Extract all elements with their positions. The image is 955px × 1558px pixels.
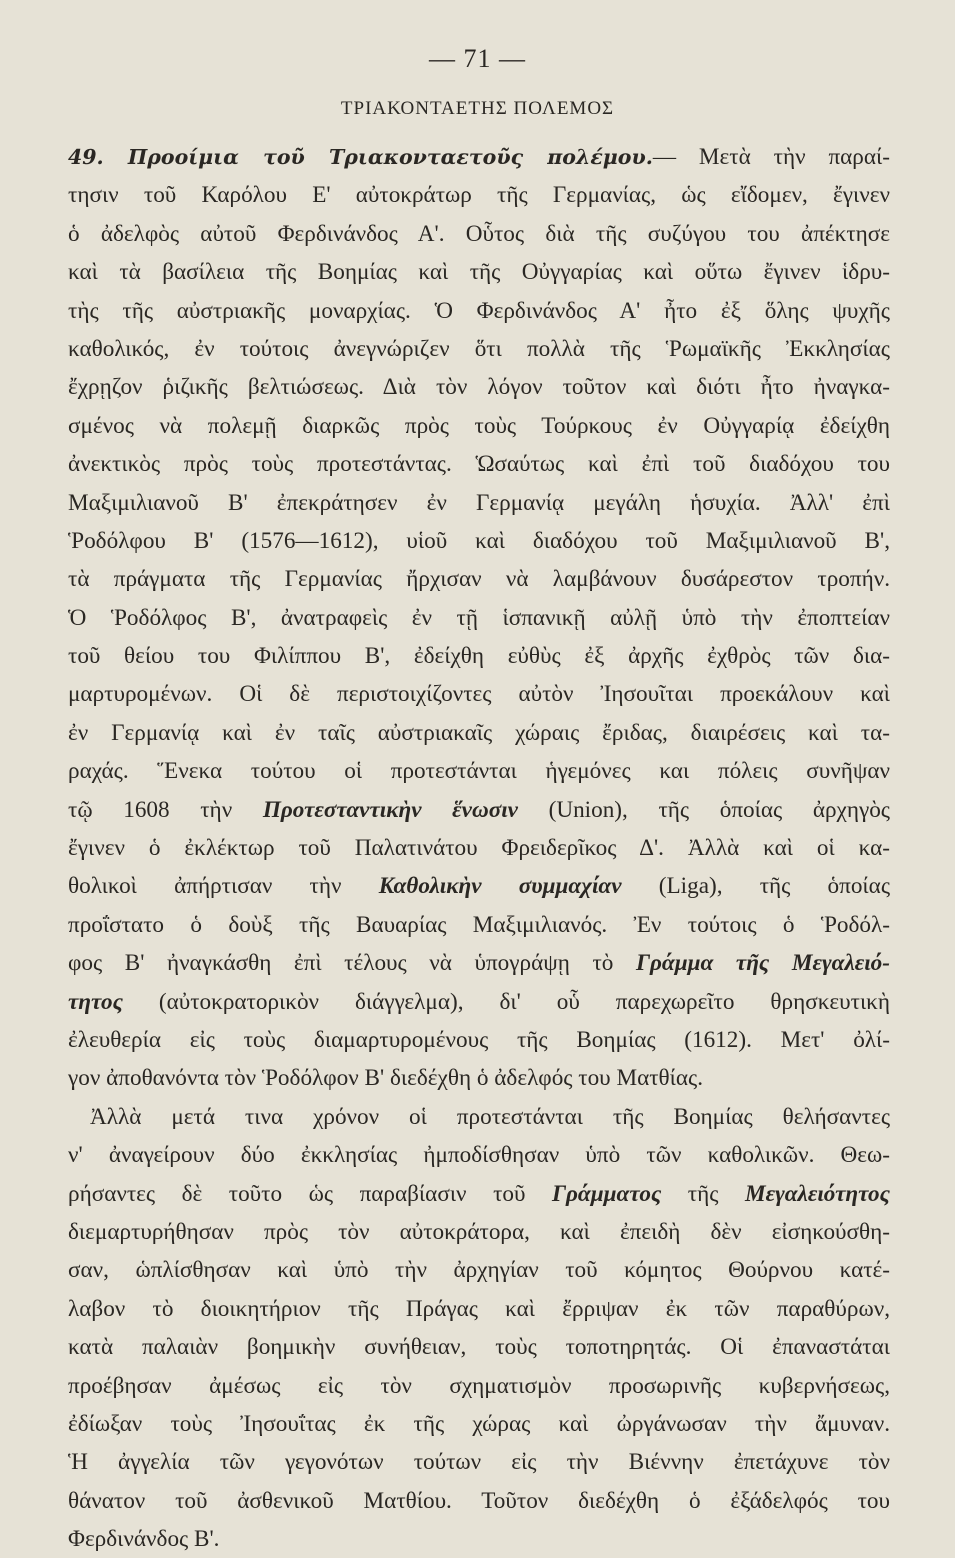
- text-line: [68, 253, 890, 291]
- text-line: [68, 829, 890, 867]
- text-run: (Liga), τῆς ὁποίας: [621, 873, 890, 900]
- text-run: καὶ τὰ βασίλεια τῆς Βοημίας καὶ τῆς Οὐγγαρίας καὶ οὕτω ἔγινεν ἱδρυ-: [68, 259, 890, 286]
- text-line: [68, 1482, 890, 1520]
- text-line: [68, 1059, 890, 1097]
- text-line: [68, 445, 890, 483]
- text-run: διεμαρτυρήθησαν πρὸς τὸν αὐτοκράτορα, καὶ ἐπειδὴ δὲν εἰσηκούσθη-: [68, 1218, 890, 1245]
- text-run: ν' ἀναγείρουν δύο ἐκκλησίας ἠμποδίσθησαν ὑπὸ τῶν καθολικῶν. Θεω-: [68, 1142, 890, 1169]
- text-run: ραχάς. Ἕνεκα τούτου οἱ προτεστάνται ἡγεμόνες και πόλεις συνῆψαν: [68, 758, 890, 785]
- text-run: ἔγινεν ὁ ἐκλέκτωρ τοῦ Παλατινάτου Φρειδερῖκος Δ'. Ἀλλὰ καὶ οἱ κα-: [68, 835, 890, 862]
- text-line: [68, 1328, 890, 1366]
- text-line: [68, 791, 890, 829]
- text-run: Ἀλλὰ μετά τινα χρόνον οἱ προτεστάνται τῆς Βοημίας θελήσαντες: [90, 1103, 890, 1130]
- text-line: [68, 983, 890, 1021]
- text-run: ἀνεκτικὸς πρὸς τοὺς προτεστάντας. Ὡσαύτως καὶ ἐπὶ τοῦ διαδόχου του: [68, 451, 890, 478]
- text-line: [68, 675, 890, 713]
- text-run: (Union), τῆς ὁποίας ἀρχηγὸς: [517, 796, 890, 823]
- text-run: — Μετὰ τὴν παραί-: [652, 144, 890, 170]
- text-line: [68, 215, 890, 253]
- text-run: τὰ πράγματα τῆς Γερμανίας ἤρχισαν νὰ λαμβάνουν δυσάρεστον τροπήν.: [68, 566, 890, 593]
- text-run: Ῥοδόλφου Β' (1576—1612), υἱοῦ καὶ διαδόχου τοῦ Μαξιμιλιανοῦ Β',: [68, 527, 890, 554]
- emphasized-term: Γράμμα τῆς Μεγαλειό-: [635, 950, 890, 977]
- text-line: [68, 292, 890, 330]
- text-run: προΐστατο ὁ δοὺξ τῆς Βαυαρίας Μαξιμιλιανός. Ἐν τούτοις ὁ Ῥοδόλ-: [68, 911, 890, 938]
- text-line: [68, 599, 890, 637]
- text-run: θολικοὶ ἀπήρτισαν τὴν: [68, 873, 379, 900]
- text-line: [68, 1021, 890, 1059]
- text-line: [68, 1136, 890, 1174]
- text-line: [68, 330, 890, 368]
- text-line: [68, 1098, 890, 1136]
- text-run: τὴς τῆς αὐστριακῆς μοναρχίας. Ὁ Φερδινάνδος Α' ἦτο ἐξ ὅλης ψυχῆς: [68, 297, 890, 324]
- body-text: [68, 138, 890, 1558]
- text-run: σαν, ὡπλίσθησαν καὶ ὑπὸ τὴν ἀρχηγίαν τοῦ κόμητος Θούρνου κατέ-: [68, 1257, 890, 1284]
- text-run: ρήσαντες δὲ τοῦτο ὡς παραβίασιν τοῦ: [68, 1180, 552, 1207]
- running-head: ΤΡΙΑΚΟΝΤΑΕΤΗΣ ΠΟΛΕΜΟΣ: [340, 98, 615, 119]
- text-run: Ἡ ἀγγελία τῶν γεγονότων τούτων εἰς τὴν Βιέννην ἐπετάχυνε τὸν: [68, 1449, 890, 1476]
- section-heading: 49. Προοίμια τοῦ Τριακονταετοῦς πολέμου.: [68, 145, 653, 169]
- text-line: [68, 1367, 890, 1405]
- text-run: τοῦ θείου του Φιλίππου Β', ἐδείχθη εὐθὺς ἐξ ἀρχῆς ἐχθρὸς τῶν δια-: [68, 643, 890, 670]
- text-run: ἐδίωξαν τοὺς Ἰησουΐτας ἐκ τῆς χώρας καὶ ὠργάνωσαν τὴν ἄμυναν.: [68, 1410, 890, 1437]
- page-number: — 71 —: [429, 44, 526, 73]
- text-line: [68, 867, 890, 905]
- text-line: [68, 637, 890, 675]
- text-run: καθολικός, ἐν τούτοις ἀνεγνώριζεν ὅτι πολλὰ τῆς Ῥωμαϊκῆς Ἐκκλησίας: [68, 335, 890, 362]
- text-line: [68, 407, 890, 445]
- text-run: Μαξιμιλιανοῦ Β' ἐπεκράτησεν ἐν Γερμανίᾳ μεγάλη ἡσυχία. Ἀλλ' ἐπὶ: [68, 489, 890, 516]
- emphasized-term: Προτεσταντικὴν ἕνωσιν: [262, 796, 518, 823]
- text-run: κατὰ παλαιὰν βοημικὴν συνήθειαν, τοὺς τοποτηρητάς. Οἱ ἐπαναστάται: [68, 1334, 890, 1361]
- text-run: τῷ 1608 τὴν: [68, 796, 263, 823]
- text-line: [68, 1213, 890, 1251]
- text-run: προέβησαν ἀμέσως εἰς τὸν σχηματισμὸν προσωρινῆς κυβερνήσεως,: [68, 1372, 890, 1399]
- text-run: Ὁ Ῥοδόλφος Β', ἀνατραφεὶς ἐν τῇ ἱσπανικῇ αὐλῇ ὑπὸ τὴν ἐποπτείαν: [68, 604, 890, 631]
- text-run: ἐλευθερία εἰς τοὺς διαμαρτυρομένους τῆς Βοημίας (1612). Μετ' ὀλί-: [68, 1026, 890, 1053]
- text-line: [68, 1251, 890, 1289]
- text-line: [68, 752, 890, 790]
- text-run: θάνατον τοῦ ἀσθενικοῦ Ματθίου. Τοῦτον διεδέχθη ὁ ἐξάδελφός του: [68, 1487, 890, 1514]
- text-line: [68, 906, 890, 944]
- text-run: Φερδινάνδος Β'.: [68, 1526, 220, 1553]
- text-line: [68, 484, 890, 522]
- text-run: ἐν Γερμανίᾳ καὶ ἐν ταῖς αὐστριακαῖς χώραις ἔριδας, διαιρέσεις καὶ τα-: [68, 719, 890, 746]
- text-line: [68, 1520, 890, 1558]
- emphasized-term: Μεγαλειότητος: [744, 1180, 890, 1207]
- text-line: [68, 138, 890, 176]
- text-run: (αὐτοκρατορικὸν διάγγελμα), δι' οὗ παρεχωρεῖτο θρησκευτικὴ: [122, 988, 890, 1015]
- text-run: σμένος νὰ πολεμῇ διαρκῶς πρὸς τοὺς Τούρκους ἐν Οὐγγαρίᾳ ἐδείχθη: [68, 412, 890, 439]
- text-run: ἔχρῃζον ῥιζικῆς βελτιώσεως. Διὰ τὸν λόγον τοῦτον καὶ διότι ἦτο ἠναγκα-: [68, 374, 890, 401]
- text-run: ὁ ἀδελφὸς αὐτοῦ Φερδινάνδος Α'. Οὗτος διὰ τῆς συζύγου του ἀπέκτησε: [68, 220, 890, 247]
- text-line: [68, 368, 890, 406]
- text-line: [68, 944, 890, 982]
- text-run: μαρτυρομένων. Οἱ δὲ περιστοιχίζοντες αὐτὸν Ἰησουῖται προεκάλουν καὶ: [68, 681, 890, 708]
- emphasized-term: Γράμματος: [551, 1180, 662, 1207]
- text-run: τησιν τοῦ Καρόλου Ε' αὐτοκράτωρ τῆς Γερμανίας, ὡς εἴδομεν, ἔγινεν: [68, 182, 890, 209]
- text-line: [68, 1405, 890, 1443]
- text-line: [68, 522, 890, 560]
- emphasized-term: Καθολικὴν συμμαχίαν: [378, 873, 622, 900]
- text-run: λαβον τὸ διοικητήριον τῆς Πράγας καὶ ἔρριψαν ἐκ τῶν παραθύρων,: [68, 1295, 890, 1322]
- text-line: [68, 560, 890, 598]
- text-run: τῆς: [661, 1180, 745, 1207]
- text-line: [68, 176, 890, 214]
- text-run: φος Β' ἠναγκάσθη ἐπὶ τέλους νὰ ὑπογράψῃ τὸ: [68, 950, 636, 977]
- text-line: [68, 1290, 890, 1328]
- text-line: [68, 1175, 890, 1213]
- text-run: γον ἀποθανόντα τὸν Ῥοδόλφον Β' διεδέχθη ὁ ἀδελφός του Ματθίας.: [68, 1065, 704, 1092]
- text-line: [68, 1443, 890, 1481]
- text-line: [68, 714, 890, 752]
- emphasized-term: τητος: [68, 988, 123, 1015]
